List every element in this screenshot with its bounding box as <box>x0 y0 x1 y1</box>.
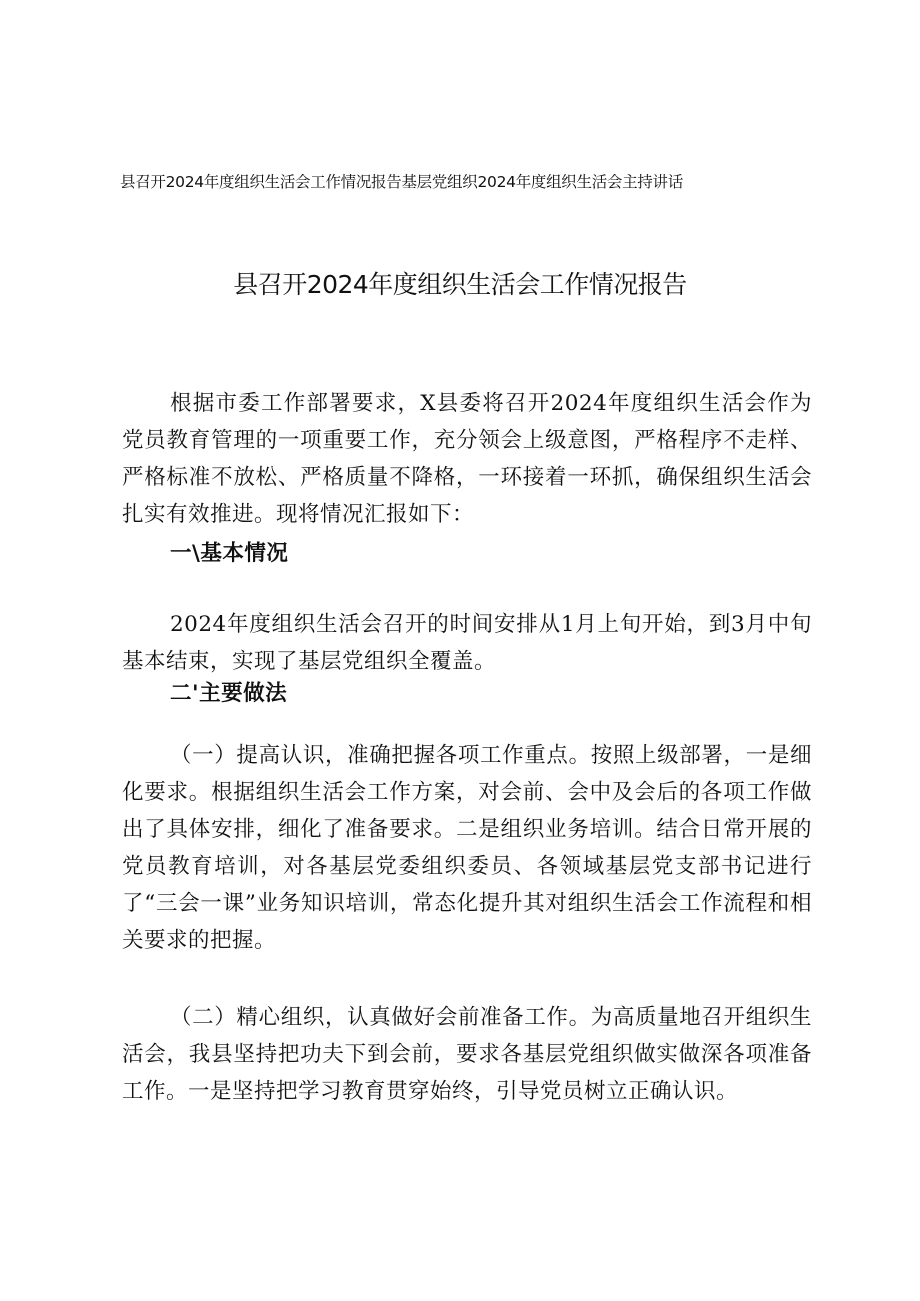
document-header: 县召开2024年度组织生活会工作情况报告基层党组织2024年度组织生活会主持讲话 <box>120 173 683 191</box>
paragraph-intro: 根据市委工作部署要求，X县委将召开2024年度组织生活会作为党员教育管理的一项重要工作，充分领会上级意图，严格程序不走样、严格标准不放松、严格质量不降格，一环接着一环抓，确保组织生活会扎实有效推进。现将情况汇报如下： <box>122 390 812 527</box>
document-title: 县召开2024年度组织生活会工作情况报告 <box>233 270 687 299</box>
paragraph-practice-two: （二）精心组织，认真做好会前准备工作。为高质量地召开组织生活会，我县坚持把功夫下到会前，要求各基层党组织做实做深各项准备工作。一是坚持把学习教育贯穿始终，引导党员树立正确认识。 <box>122 1004 812 1104</box>
section-heading-basic-situation: 一\基本情况 <box>170 541 289 566</box>
paragraph-basic-situation: 2024年度组织生活会召开的时间安排从1月上旬开始，到3月中旬基本结束，实现了基层党组织全覆盖。 <box>122 611 812 674</box>
section-heading-main-practices: 二'主要做法 <box>170 681 288 706</box>
paragraph-practice-one: （一）提高认识，准确把握各项工作重点。按照上级部署，一是细化要求。根据组织生活会工作方案，对会前、会中及会后的各项工作做出了具体安排，细化了准备要求。二是组织业务培训。结合日常开展的党员教育培训，对各基层党委组织委员、各领域基层党支部书记进行了“三会一课”业务知识培训，常态化提升其对组织生活会工作流程和相关要求的把握。 <box>122 742 812 953</box>
